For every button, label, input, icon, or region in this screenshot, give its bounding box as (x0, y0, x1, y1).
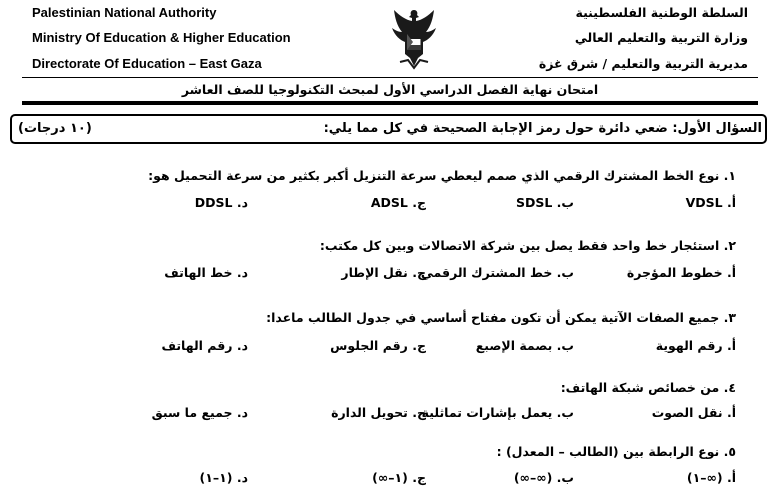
option-b: ب. بصمة الإصبع (475, 338, 574, 353)
header-en-ministry: Ministry Of Education & Higher Education (32, 30, 291, 45)
header-en-directorate: Directorate Of Education – East Gaza (32, 56, 262, 71)
option-a: أ. رقم الهوية (655, 338, 736, 353)
question-stem: ٥. نوع الرابطة بين (الطالب – المعدل) : (496, 444, 736, 459)
header-ar-ministry: وزارة التربية والتعليم العالي (574, 30, 748, 45)
option-b: ب. SDSL (515, 195, 574, 210)
header-ar-authority: السلطة الوطنية الفلسطينية (575, 5, 748, 20)
top-divider (22, 77, 758, 78)
option-d: د. جميع ما سبق (151, 405, 248, 420)
header-ar-directorate: مديرية التربية والتعليم / شرق غزة (538, 56, 748, 71)
option-a: أ. خطوط المؤجرة (626, 265, 736, 280)
question-stem: ٣. جميع الصفات الآتية يمكن أن تكون مفتاح أساسي في جدول الطالب ماعدا: (266, 310, 736, 325)
question-stem: ٤. من خصائص شبكة الهاتف: (560, 380, 736, 395)
option-d: د. DDSL (194, 195, 248, 210)
question-stem: ١. نوع الخط المشترك الرقمي الذي صمم ليعطي سرعة التنزيل أكبر بكثير من سرعة التحميل هو: (148, 168, 736, 183)
option-c: ج. (١–∞) (372, 470, 426, 485)
option-a: أ. (∞–١) (686, 470, 736, 485)
option-a: أ. VDSL (685, 195, 736, 210)
option-c: ج. تحويل الدارة (331, 405, 426, 420)
option-c: ج. ADSL (370, 195, 426, 210)
option-c: ج. نقل الإطار (341, 265, 426, 280)
section-marks: (١٠ درجات) (18, 121, 92, 136)
option-d: د. (١–١) (199, 470, 248, 485)
option-b: ب. (∞–∞) (513, 470, 574, 485)
option-b: ب. خط المشترك الرقمي (420, 265, 574, 280)
option-d: د. خط الهاتف (164, 265, 248, 280)
section-title: السؤال الأول: ضعي دائرة حول رمز الإجابة الصحيحة في كل مما يلي: (323, 121, 762, 136)
option-c: ج. رقم الجلوس (330, 338, 426, 353)
title-underline (22, 101, 758, 105)
option-a: أ. نقل الصوت (651, 405, 736, 420)
exam-title: امتحان نهاية الفصل الدراسي الأول لمبحث التكنولوجيا للصف العاشر (181, 82, 599, 97)
header-en-authority: Palestinian National Authority (32, 5, 217, 20)
eagle-emblem-icon (386, 6, 442, 72)
question-stem: ٢. استئجار خط واحد فقط يصل بين شركة الاتصالات وبين كل مكتب: (319, 238, 736, 253)
option-b: ب. يعمل بإشارات تماثلية (421, 405, 574, 420)
option-d: د. رقم الهاتف (161, 338, 248, 353)
